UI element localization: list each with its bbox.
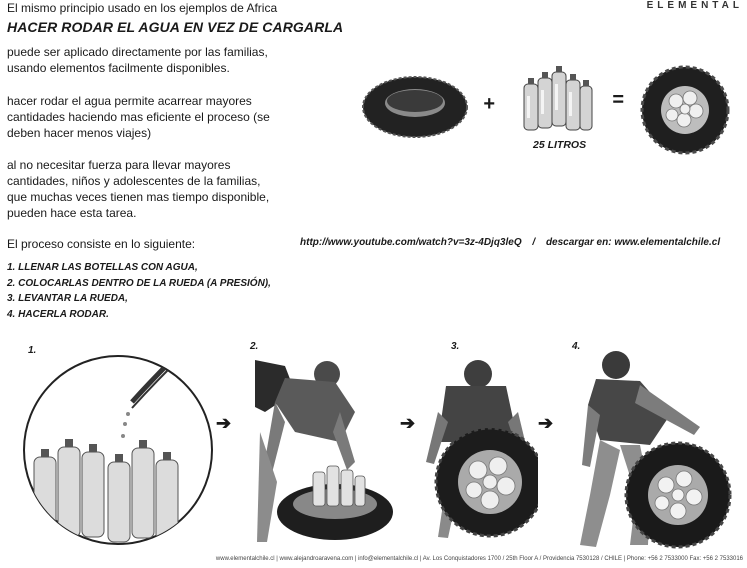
paragraph-line: que muchas veces tienen mas tiempo disponible,	[7, 190, 270, 204]
liters-label: 25 LITROS	[533, 139, 587, 151]
links-line	[300, 237, 720, 248]
paragraph-line: cantidades, niños y adolescentes de la familias,	[7, 174, 261, 188]
step1-filling-bottles-image	[20, 352, 216, 548]
arrow-icon: ➔	[538, 413, 554, 433]
footer-contact	[0, 556, 747, 562]
paragraph-families	[7, 44, 327, 76]
step-item: 3. LEVANTAR LA RUEDA,	[7, 293, 128, 304]
photo-step-number: 4.	[572, 341, 581, 352]
photo-step-number: 3.	[451, 341, 460, 352]
paragraph-line: puede ser aplicado directamente por las familias,	[7, 45, 268, 59]
equals-sign: =	[612, 89, 624, 111]
step2-placing-bottles-image	[255, 352, 397, 544]
arrow-icon: ➔	[216, 413, 232, 433]
filled-tire-image	[640, 65, 730, 155]
paragraph-children	[7, 157, 327, 221]
paragraph-line: usando elementos facilmente disponibles.	[7, 61, 230, 75]
paragraph-line: hacer rodar el agua permite acarrear mayores	[7, 94, 252, 108]
photo-step-number: 2.	[250, 341, 259, 352]
download-link[interactable]: descargar en: www.elementalchile.cl	[545, 237, 721, 248]
step-item: 4. HACERLA RODAR.	[7, 308, 109, 320]
bottles-image	[520, 62, 596, 138]
step4-rolling-tire-image	[560, 345, 738, 551]
step3-lifting-tire-image	[418, 352, 538, 544]
steps-list	[7, 260, 271, 322]
paragraph-line: al no necesitar fuerza para llevar mayores	[7, 158, 231, 172]
paragraph-line: deben hacer menos viajes)	[7, 126, 152, 140]
paragraph-line: cantidades haciendo mas eficiente el proceso (se	[7, 110, 270, 124]
arrow-icon: ➔	[400, 413, 416, 433]
footer-text: www.elementalchile.cl | www.alejandroaravena.com | info@elementalchile.cl | Av. Los Conquistadores 1700 / 25th Floor A / Providencia 7530128 / CHILE | Phone: +56 2 7533000 Fax: +56 2 7533016	[215, 556, 743, 562]
plus-sign: +	[483, 93, 495, 115]
intro-text: El mismo principio usado en los ejemplos de Africa	[7, 1, 278, 15]
process-label: El proceso consiste en lo siguiente:	[7, 237, 196, 251]
page-title: HACER RODAR EL AGUA EN VEZ DE CARGARLA	[7, 19, 344, 35]
photo-step-number: 1.	[28, 345, 37, 356]
elemental-logo: ELEMENTAL	[646, 0, 743, 11]
step-item: 1. LLENAR LAS BOTELLAS CON AGUA,	[7, 262, 198, 273]
tire-image	[360, 70, 470, 140]
links-separator: /	[532, 237, 536, 248]
paragraph-line: pueden hace esta tarea.	[7, 206, 137, 220]
paragraph-efficiency	[7, 93, 327, 141]
step-item: 2. COLOCARLAS DENTRO DE LA RUEDA (A PRESIÓN),	[7, 277, 271, 289]
youtube-link[interactable]: http://www.youtube.com/watch?v=3z-4Djq3leQ	[300, 237, 522, 248]
